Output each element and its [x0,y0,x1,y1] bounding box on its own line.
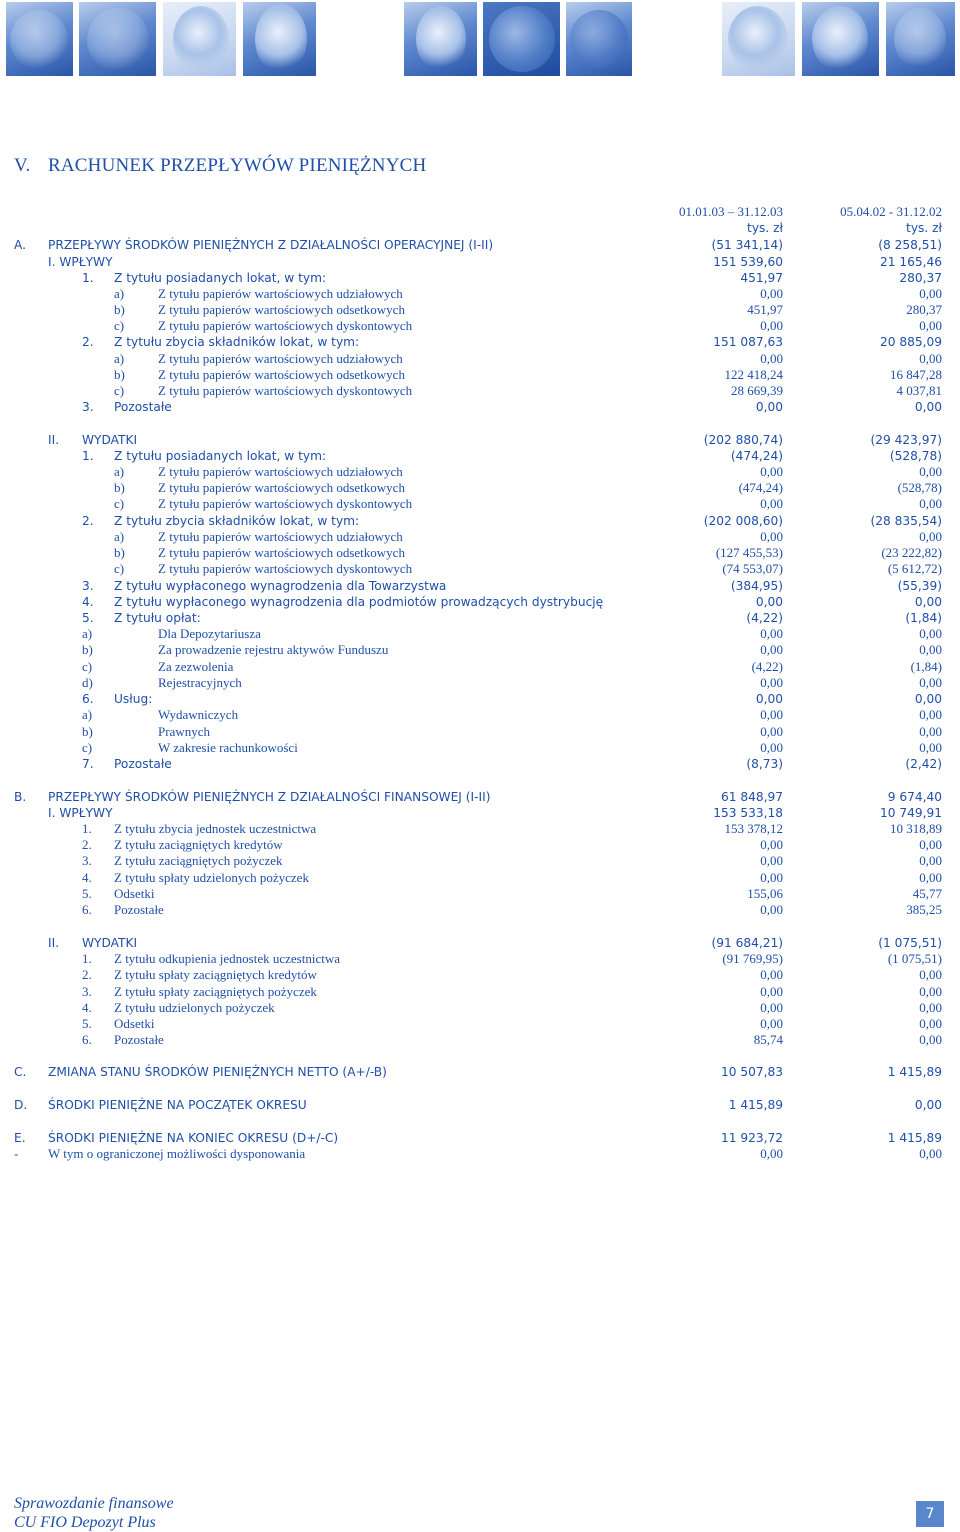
value-v2: 280,37 [906,302,942,317]
photo-tile [6,2,73,76]
label-c4: b) [114,367,125,382]
value-v2: (1,84) [905,611,942,625]
label-c4: a) [114,286,125,301]
value-v2: 0,00 [919,529,942,544]
label-c5: Dla Depozytariusza [158,626,261,641]
value-v1: (202 880,74) [703,433,783,447]
value-v2: 0,00 [919,464,942,479]
label-c4: b) [114,480,125,495]
page-title [14,155,426,177]
label-c4: b) [114,545,125,560]
table-row [0,1064,960,1080]
table-row [0,1000,960,1016]
value-v1: 0,00 [760,286,783,301]
label-c5: Z tytułu papierów wartościowych udziałowych [158,286,403,301]
label-c3: 2. [82,335,94,349]
label-c4: a) [114,529,125,544]
label-c5: Z tytułu papierów wartościowych udziałowych [158,529,403,544]
label-c5: Z tytułu papierów wartościowych udziałowych [158,464,403,479]
value-v1: 0,00 [760,1146,783,1161]
value-v2: 0,00 [919,724,942,739]
table-row [0,351,960,367]
label-c3: 3. [82,853,92,868]
value-v2: (29 423,97) [870,433,942,447]
label-c3: 5. [82,1016,92,1031]
label-c4: Z tytułu odkupienia jednostek uczestnictwa [114,951,340,966]
label-c4: Z tytułu posiadanych lokat, w tym: [114,449,327,463]
value-v1: (4,22) [751,659,783,674]
value-v1: 0,00 [760,464,783,479]
label-c3: 1. [82,821,92,836]
label-c4: c) [114,561,125,576]
label-c5: W zakresie rachunkowości [158,740,298,755]
value-v2: 0,00 [919,286,942,301]
table-row [0,237,960,253]
label-c5: Z tytułu papierów wartościowych dyskontowych [158,318,413,333]
value-v2: 0,00 [919,675,942,690]
period-2-header: 05.04.02 - 31.12.02 [840,204,942,219]
value-v2: 16 847,28 [890,367,942,382]
value-v2: (28 835,54) [870,514,942,528]
value-v1: 0,00 [760,1000,783,1015]
value-v1: 0,00 [760,675,783,690]
value-v1: 122 418,24 [724,367,783,382]
label-c4: Z tytułu zaciągniętych kredytów [114,837,283,852]
footer-line-2: CU FIO Depozyt Plus [14,1514,156,1531]
label-c1: C. [14,1065,27,1079]
table-row [0,254,960,270]
value-v2: (1 075,51) [878,936,942,950]
label-c3: 1. [82,449,94,463]
label-c3: 4. [82,870,92,885]
photo-tile [79,2,156,76]
value-v1: 151 087,63 [713,335,783,349]
value-v1: (127 455,53) [715,545,783,560]
value-v1: 0,00 [760,529,783,544]
table-row [0,448,960,464]
value-v1: 61 848,97 [720,790,783,804]
table-row [0,967,960,983]
value-v1: (91 769,95) [722,951,783,966]
table-row [0,367,960,383]
table-row [0,821,960,837]
title-text: RACHUNEK PRZEPŁYWÓW PIENIĘŻNYCH [48,155,427,176]
value-v1: 0,00 [760,853,783,868]
value-v1: 0,00 [755,595,783,609]
table-row [0,383,960,399]
table-row [0,707,960,723]
title-number: V. [14,155,31,176]
table-row [0,724,960,740]
value-v1: 0,00 [760,984,783,999]
label-c3: 5. [82,886,92,901]
label-c5: Za zezwolenia [158,659,234,674]
label-c4: Z tytułu zaciągniętych pożyczek [114,853,283,868]
label-c3: b) [82,724,93,739]
table-row [0,1016,960,1032]
label-c3: 6. [82,1032,92,1047]
table-row [0,578,960,594]
label-c4: Z tytułu zbycia jednostek uczestnictwa [114,821,317,836]
table-row [0,432,960,448]
label-c2: I. WPŁYWY [48,255,113,269]
label-c3: 1. [82,951,92,966]
value-v2: (1 075,51) [887,951,942,966]
label-c5: Prawnych [158,724,210,739]
value-v2: 0,00 [919,318,942,333]
label-c3: 3. [82,579,94,593]
value-v2: 0,00 [919,837,942,852]
label-c4: Odsetki [114,886,155,901]
label-c1: B. [14,790,27,804]
table-row [0,529,960,545]
label-c3: WYDATKI [82,936,138,950]
value-v2: 20 885,09 [879,335,942,349]
photo-tile [886,2,955,76]
table-row [0,1032,960,1048]
label-c5: Z tytułu papierów wartościowych dyskontowych [158,561,413,576]
value-v2: 1 415,89 [887,1131,942,1145]
table-row [0,302,960,318]
value-v2: 10 318,89 [890,821,942,836]
value-v1: (4,22) [746,611,783,625]
label-c1: E. [14,1131,26,1145]
label-c5: Za prowadzenie rejestru aktywów Funduszu [158,642,389,657]
table-row [0,561,960,577]
value-v1: 151 539,60 [713,255,783,269]
value-v2: 385,25 [906,902,942,917]
value-v2: 0,00 [919,967,942,982]
photo-tile [802,2,879,76]
label-c4: Z tytułu posiadanych lokat, w tym: [114,271,327,285]
label-c2: II. [48,433,60,447]
label-c3: 2. [82,837,92,852]
value-v1: 0,00 [760,1016,783,1031]
table-row [0,935,960,951]
value-v1: 0,00 [760,837,783,852]
unit-1-header: tys. zł [747,221,783,235]
label-c3: 6. [82,692,94,706]
table-row [0,691,960,707]
table-row [0,886,960,902]
label-c3: a) [82,626,93,641]
unit-2-header: tys. zł [906,221,942,235]
value-v2: 280,37 [899,271,942,285]
label-c5: Rejestracyjnych [158,675,242,690]
label-c5: Z tytułu papierów wartościowych odsetkowych [158,480,405,495]
table-row [0,984,960,1000]
value-v1: 0,00 [760,724,783,739]
table-row [0,659,960,675]
table-row [0,837,960,853]
label-c4: Z tytułu spłaty udzielonych pożyczek [114,870,309,885]
value-v2: 0,00 [919,642,942,657]
label-c2: PRZEPŁYWY ŚRODKÓW PIENIĘŻNYCH Z DZIAŁALNOŚCI OPERACYJNEJ (I-II) [48,238,494,252]
value-v1: 85,74 [753,1032,783,1047]
label-c4: Z tytułu zbycia składników lokat, w tym: [114,514,360,528]
label-c2: II. [48,936,60,950]
table-row [0,318,960,334]
value-v1: 451,97 [747,302,783,317]
label-c4: Z tytułu spłaty zaciągniętych kredytów [114,967,317,982]
label-c4: b) [114,302,125,317]
value-v2: 0,00 [919,626,942,641]
label-c3: 6. [82,902,92,917]
label-c3: 5. [82,611,94,625]
value-v1: 0,00 [760,496,783,511]
photo-tile [163,2,236,76]
label-c5: Z tytułu papierów wartościowych odsetkowych [158,367,405,382]
label-c3: c) [82,740,93,755]
value-v2: (528,78) [889,449,942,463]
label-c3: 3. [82,984,92,999]
label-c1: - [14,1146,19,1161]
table-row [0,642,960,658]
value-v2: 0,00 [914,595,942,609]
table-row [0,594,960,610]
table-row [0,1130,960,1146]
footer-line-1: Sprawozdanie finansowe [14,1495,174,1512]
value-v2: (23 222,82) [881,545,942,560]
value-v1: 1 415,89 [728,1098,783,1112]
label-c3: b) [82,642,93,657]
label-c1: D. [14,1098,28,1112]
table-row [0,902,960,918]
table-row [0,610,960,626]
value-v1: 0,00 [760,318,783,333]
table-row [0,1097,960,1113]
table-row [0,286,960,302]
value-v1: 153 533,18 [713,806,783,820]
label-c4: c) [114,496,125,511]
value-v1: 0,00 [760,902,783,917]
page-number: 7 [916,1501,944,1527]
label-c3: a) [82,707,93,722]
table-row [0,789,960,805]
value-v2: (2,42) [905,757,942,771]
label-c5: Z tytułu papierów wartościowych dyskontowych [158,496,413,511]
value-v1: 0,00 [760,707,783,722]
value-v2: (1,84) [910,659,942,674]
value-v2: 0,00 [919,984,942,999]
label-c4: c) [114,318,125,333]
value-v2: 10 749,91 [879,806,942,820]
table-row [0,805,960,821]
value-v2: 0,00 [919,496,942,511]
label-c1: A. [14,238,26,252]
label-c4: a) [114,464,125,479]
table-row [0,853,960,869]
value-v2: 0,00 [914,400,942,414]
label-c4: Z tytułu wypłaconego wynagrodzenia dla podmiotów prowadzących dystrybucję [114,595,604,609]
table-row [0,1146,960,1162]
value-v1: 0,00 [760,967,783,982]
value-v1: (91 684,21) [711,936,783,950]
label-c4: c) [114,383,125,398]
label-c3: c) [82,659,93,674]
value-v2: 0,00 [919,1000,942,1015]
value-v2: 0,00 [919,1032,942,1047]
label-c4: Z tytułu zbycia składników lokat, w tym: [114,335,360,349]
value-v1: (384,95) [730,579,783,593]
label-c2: W tym o ograniczonej możliwości dysponowania [48,1146,306,1161]
value-v1: 0,00 [760,870,783,885]
value-v1: 153 378,12 [724,821,783,836]
value-v1: (51 341,14) [711,238,783,252]
table-row [0,496,960,512]
label-c3: 2. [82,514,94,528]
label-c3: 2. [82,967,92,982]
label-c2: ŚRODKI PIENIĘŻNE NA POCZĄTEK OKRESU [48,1098,307,1112]
label-c5: Wydawniczych [158,707,239,722]
value-v2: (5 612,72) [887,561,942,576]
table-row [0,740,960,756]
photo-tile [722,2,795,76]
label-c5: Z tytułu papierów wartościowych udziałowych [158,351,403,366]
table-row [0,756,960,772]
value-v2: 0,00 [919,740,942,755]
value-v1: 0,00 [755,400,783,414]
label-c4: Pozostałe [114,400,172,414]
label-c3: 4. [82,595,94,609]
photo-tile [404,2,477,76]
label-c4: Usług: [114,692,153,706]
value-v1: 10 507,83 [720,1065,783,1079]
value-v2: 0,00 [919,1146,942,1161]
table-row [0,399,960,415]
label-c5: Z tytułu papierów wartościowych dyskontowych [158,383,413,398]
label-c2: ŚRODKI PIENIĘŻNE NA KONIEC OKRESU (D+/-C) [48,1131,339,1145]
table-row [0,334,960,350]
value-v2: 4 037,81 [896,383,942,398]
value-v2: 0,00 [919,707,942,722]
value-v1: 155,06 [747,886,783,901]
value-v1: 0,00 [760,626,783,641]
table-row [0,870,960,886]
label-c4: Pozostałe [114,757,172,771]
label-c3: 3. [82,400,94,414]
table-row [0,513,960,529]
value-v2: 0,00 [914,692,942,706]
label-c4: Pozostałe [114,902,164,917]
value-v1: 0,00 [760,740,783,755]
label-c5: Z tytułu papierów wartościowych odsetkowych [158,302,405,317]
label-c4: a) [114,351,125,366]
value-v1: (474,24) [730,449,783,463]
value-v1: 0,00 [760,351,783,366]
label-c4: Z tytułu wypłaconego wynagrodzenia dla Towarzystwa [114,579,447,593]
label-c2: I. WPŁYWY [48,806,113,820]
table-row [0,675,960,691]
value-v1: (474,24) [738,480,783,495]
label-c4: Z tytułu udzielonych pożyczek [114,1000,275,1015]
table-row [0,626,960,642]
value-v2: 0,00 [914,1098,942,1112]
photo-tile [483,2,560,76]
photo-tile [243,2,316,76]
label-c2: PRZEPŁYWY ŚRODKÓW PIENIĘŻNYCH Z DZIAŁALNOŚCI FINANSOWEJ (I-II) [48,790,491,804]
footer [14,1494,174,1532]
value-v1: (202 008,60) [703,514,783,528]
label-c4: Z tytułu opłat: [114,611,201,625]
label-c2: ZMIANA STANU ŚRODKÓW PIENIĘŻNYCH NETTO (A+/-B) [48,1065,387,1079]
value-v1: (74 553,07) [722,561,783,576]
value-v2: 45,77 [912,886,942,901]
value-v1: 451,97 [740,271,783,285]
value-v1: 0,00 [760,642,783,657]
value-v2: 0,00 [919,351,942,366]
value-v2: 9 674,40 [887,790,942,804]
value-v2: 1 415,89 [887,1065,942,1079]
label-c3: WYDATKI [82,433,138,447]
value-v2: 21 165,46 [879,255,942,269]
label-c4: Z tytułu spłaty zaciągniętych pożyczek [114,984,317,999]
label-c3: 4. [82,1000,92,1015]
value-v1: (8,73) [746,757,783,771]
label-c3: 7. [82,757,94,771]
label-c4: Pozostałe [114,1032,164,1047]
header-photo-strip [0,0,960,78]
table-row [0,270,960,286]
label-c3: 1. [82,271,94,285]
label-c3: d) [82,675,93,690]
period-1-header: 01.01.03 – 31.12.03 [679,204,783,219]
value-v2: (55,39) [897,579,942,593]
value-v2: (528,78) [897,480,942,495]
value-v2: (8 258,51) [878,238,942,252]
value-v1: 11 923,72 [720,1131,783,1145]
label-c5: Z tytułu papierów wartościowych odsetkowych [158,545,405,560]
table-row [0,545,960,561]
table-row [0,464,960,480]
photo-tile [566,2,632,76]
table-row [0,480,960,496]
value-v2: 0,00 [919,853,942,868]
label-c4: Odsetki [114,1016,155,1031]
value-v1: 28 669,39 [731,383,783,398]
table-row [0,951,960,967]
value-v2: 0,00 [919,1016,942,1031]
value-v2: 0,00 [919,870,942,885]
value-v1: 0,00 [755,692,783,706]
